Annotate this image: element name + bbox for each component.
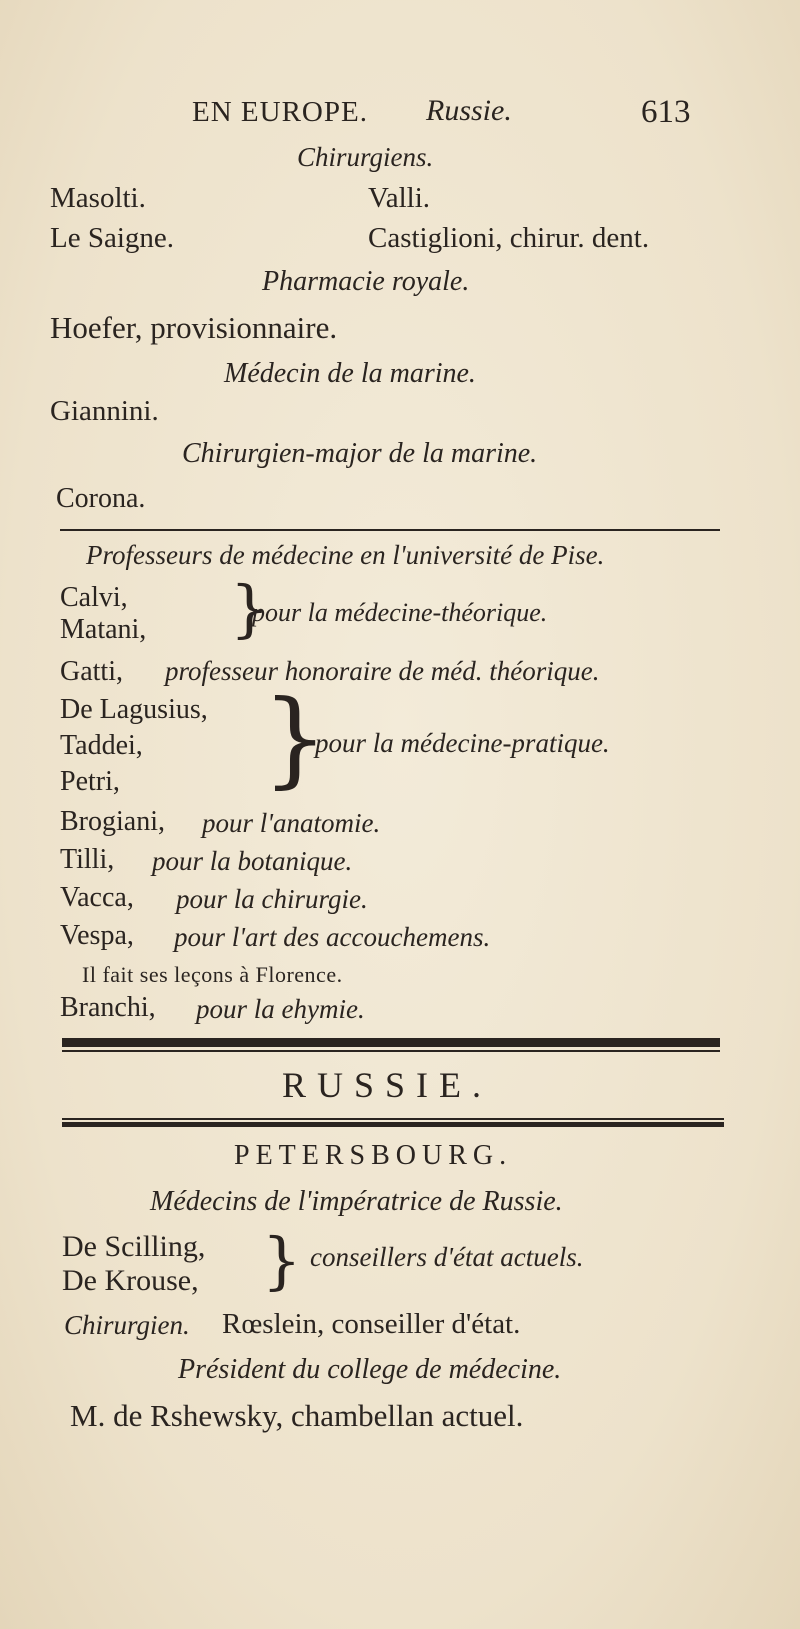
role-group2: pour la médecine-pratique.	[315, 728, 610, 758]
role-branchi: pour la ehymie.	[196, 994, 365, 1024]
running-head-italic: Russie.	[426, 94, 512, 127]
entry-vespa: Vespa,	[60, 920, 134, 951]
role-tilli: pour la botanique.	[152, 846, 353, 876]
entry-taddei: Taddei,	[60, 730, 143, 761]
entry-de-scilling: De Scilling,	[62, 1230, 206, 1263]
entry-branchi: Branchi,	[60, 992, 156, 1023]
entry-brogiani: Brogiani,	[60, 806, 165, 837]
running-head: EN EUROPE.	[192, 96, 368, 128]
entry-corona: Corona.	[56, 483, 146, 514]
entry-roeslein: Rœslein, conseiller d'état.	[222, 1308, 521, 1340]
entry-calvi: Calvi,	[60, 582, 128, 613]
role-vacca: pour la chirurgie.	[176, 884, 368, 914]
role-brogiani: pour l'anatomie.	[202, 808, 381, 838]
role-gatti: professeur honoraire de méd. théorique.	[165, 656, 600, 686]
entry-hoefer: Hoefer, provisionnaire.	[50, 310, 338, 345]
heavy-rule-top	[62, 1038, 720, 1047]
brace-group2: }	[262, 677, 329, 799]
heading-chirurgien-marine: Chirurgien-major de la marine.	[182, 438, 538, 469]
entry-giannini: Giannini.	[50, 395, 159, 427]
entry-matani: Matani,	[60, 614, 147, 645]
entry-vacca: Vacca,	[60, 882, 134, 913]
entry-castiglioni: Castiglioni, chirur. dent.	[368, 222, 650, 254]
heading-medecin-marine: Médecin de la marine.	[224, 358, 476, 389]
brace-group1: }	[230, 572, 270, 645]
section-rule	[60, 529, 720, 531]
role-russie-group: conseillers d'état actuels.	[310, 1242, 584, 1272]
section-title-russie: RUSSIE.	[282, 1065, 493, 1105]
heading-chirurgiens: Chirurgiens.	[297, 142, 434, 172]
heading-pise: Professeurs de médecine en l'université de Pise.	[86, 540, 605, 570]
role-vespa: pour l'art des accouchemens.	[174, 922, 491, 952]
entry-gatti: Gatti,	[60, 656, 123, 687]
heading-imperatrice: Médecins de l'impératrice de Russie.	[150, 1186, 563, 1217]
label-chirurgien: Chirurgien.	[64, 1310, 190, 1340]
entry-de-krouse: De Krouse,	[62, 1264, 199, 1297]
note-florence: Il fait ses leçons à Florence.	[82, 962, 343, 987]
city-petersbourg: PETERSBOURG.	[234, 1140, 513, 1171]
entry-le-saigne: Le Saigne.	[50, 222, 175, 254]
entry-tilli: Tilli,	[60, 844, 115, 875]
thin-rule-top	[62, 1050, 720, 1052]
entry-masolti: Masolti.	[50, 182, 146, 214]
page-number: 613	[641, 94, 691, 130]
entry-de-lagusius: De Lagusius,	[60, 694, 208, 725]
heavy-rule-bottom	[62, 1122, 724, 1127]
entry-petri: Petri,	[60, 766, 120, 797]
thin-rule-bottom	[62, 1118, 724, 1120]
heading-pharmacie: Pharmacie royale.	[262, 266, 470, 297]
entry-rshewsky: M. de Rshewsky, chambellan actuel.	[70, 1398, 524, 1433]
role-group1: pour la médecine-théorique.	[252, 598, 548, 627]
brace-russie: }	[262, 1224, 302, 1297]
heading-college: Président du college de médecine.	[178, 1354, 562, 1385]
entry-valli: Valli.	[368, 182, 431, 214]
